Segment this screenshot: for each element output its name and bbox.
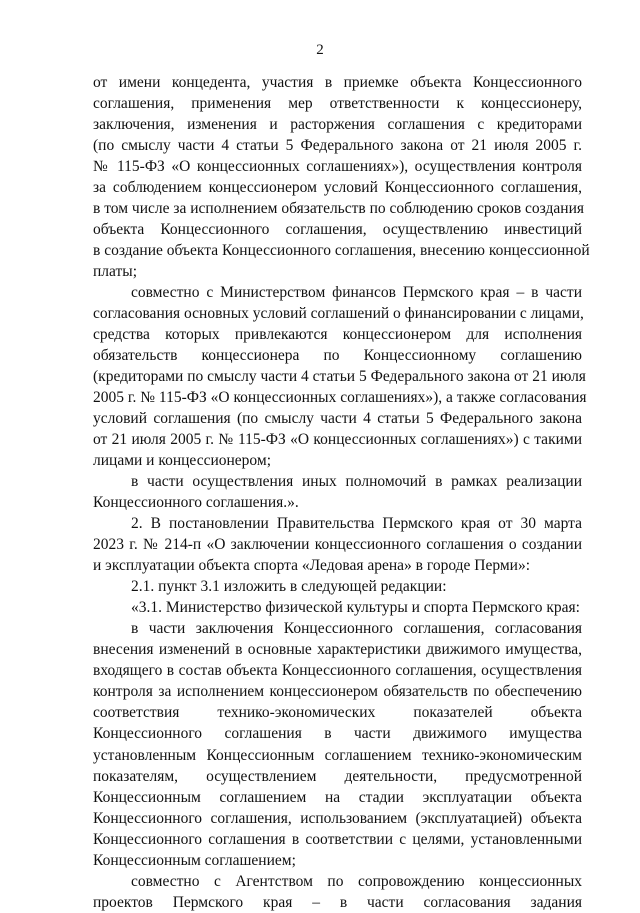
text-line: платы;	[93, 263, 138, 281]
text-line: Концессионного соглашения в части движимого имущества	[93, 725, 582, 743]
text-line: условий соглашения (по смыслу части 4 статьи 5 Федерального закона	[93, 410, 582, 428]
text-line: (по смыслу части 4 статьи 5 Федерального закона от 21 июля 2005 г.	[93, 137, 582, 155]
text-line: контроля за исполнением концессионером обязательств по обеспечению	[93, 683, 582, 701]
text-line: Концессионного соглашения в соответствии с целями, установленными	[93, 830, 582, 848]
text-line: показателям, осуществлением деятельности, предусмотренной	[93, 767, 582, 785]
text-line: Концессионного соглашения, использованием (эксплуатацией) объекта	[93, 809, 582, 827]
text-line: соответствия технико-экономических показателей объекта	[93, 704, 582, 722]
text-line: 2.1. пункт 3.1 изложить в следующей редакции:	[131, 578, 447, 596]
text-line: «3.1. Министерство физической культуры и спорта Пермского края:	[131, 599, 580, 617]
text-line: совместно с Агентством по сопровождению концессионных	[131, 872, 582, 890]
text-line: № 115-ФЗ «О концессионных соглашениях»), осуществления контроля	[93, 158, 582, 176]
text-line: в части осуществления иных полномочий в рамках реализации	[131, 473, 582, 491]
text-line: установленным Концессионным соглашением технико-экономическим	[93, 746, 582, 764]
text-line: средства которых привлекаются концессионером для исполнения	[93, 326, 582, 344]
text-line: совместно с Министерством финансов Пермского края – в части	[131, 284, 582, 302]
text-line: внесения изменений в основные характеристики движимого имущества,	[93, 641, 582, 659]
text-line: соглашения, применения мер ответственности к концессионеру,	[93, 95, 582, 113]
text-line: 2023 г. № 214-п «О заключении концессионного соглашения о создании	[93, 536, 582, 554]
text-line: входящего в состав объекта Концессионного соглашения, осуществления	[93, 662, 582, 680]
text-line: Концессионным соглашением;	[93, 851, 296, 869]
text-line: от 21 июля 2005 г. № 115-ФЗ «О концессионных соглашениях») с такими	[93, 431, 582, 449]
text-line: Концессионным соглашением на стадии эксплуатации объекта	[93, 788, 582, 806]
text-line: обязательств концессионера по Концессионному соглашению	[93, 347, 582, 365]
text-line: за соблюдением концессионером условий Концессионного соглашения,	[93, 179, 582, 197]
page-number: 2	[316, 42, 324, 58]
text-line: в том числе за исполнением обязательств по соблюдению сроков создания	[93, 200, 585, 218]
text-line: согласования основных условий соглашений о финансировании с лицами,	[93, 305, 584, 323]
text-line: в части заключения Концессионного соглашения, согласования	[131, 620, 582, 638]
text-line: от имени концедента, участия в приемке объекта Концессионного	[93, 74, 582, 91]
text-line: 2. В постановлении Правительства Пермского края от 30 марта	[131, 515, 582, 533]
text-line: лицами и концессионером;	[93, 452, 272, 470]
text-line: 2005 г. № 115-ФЗ «О концессионных соглашениях»), а также согласования	[93, 389, 587, 407]
text-line: и эксплуатации объекта спорта «Ледовая арена» в городе Перми»:	[93, 557, 531, 575]
text-line: в создание объекта Концессионного соглашения, внесению концессионной	[93, 242, 590, 260]
document-body	[93, 72, 590, 913]
text-line: (кредиторами по смыслу части 4 статьи 5 Федерального закона от 21 июля	[93, 368, 586, 386]
text-line: проектов Пермского края – в части согласования задания	[93, 893, 582, 911]
text-line: объекта Концессионного соглашения, осуществлению инвестиций	[93, 221, 582, 239]
text-line: заключения, изменения и расторжения соглашения с кредиторами	[93, 116, 582, 134]
text-line: Концессионного соглашения.».	[93, 494, 299, 512]
